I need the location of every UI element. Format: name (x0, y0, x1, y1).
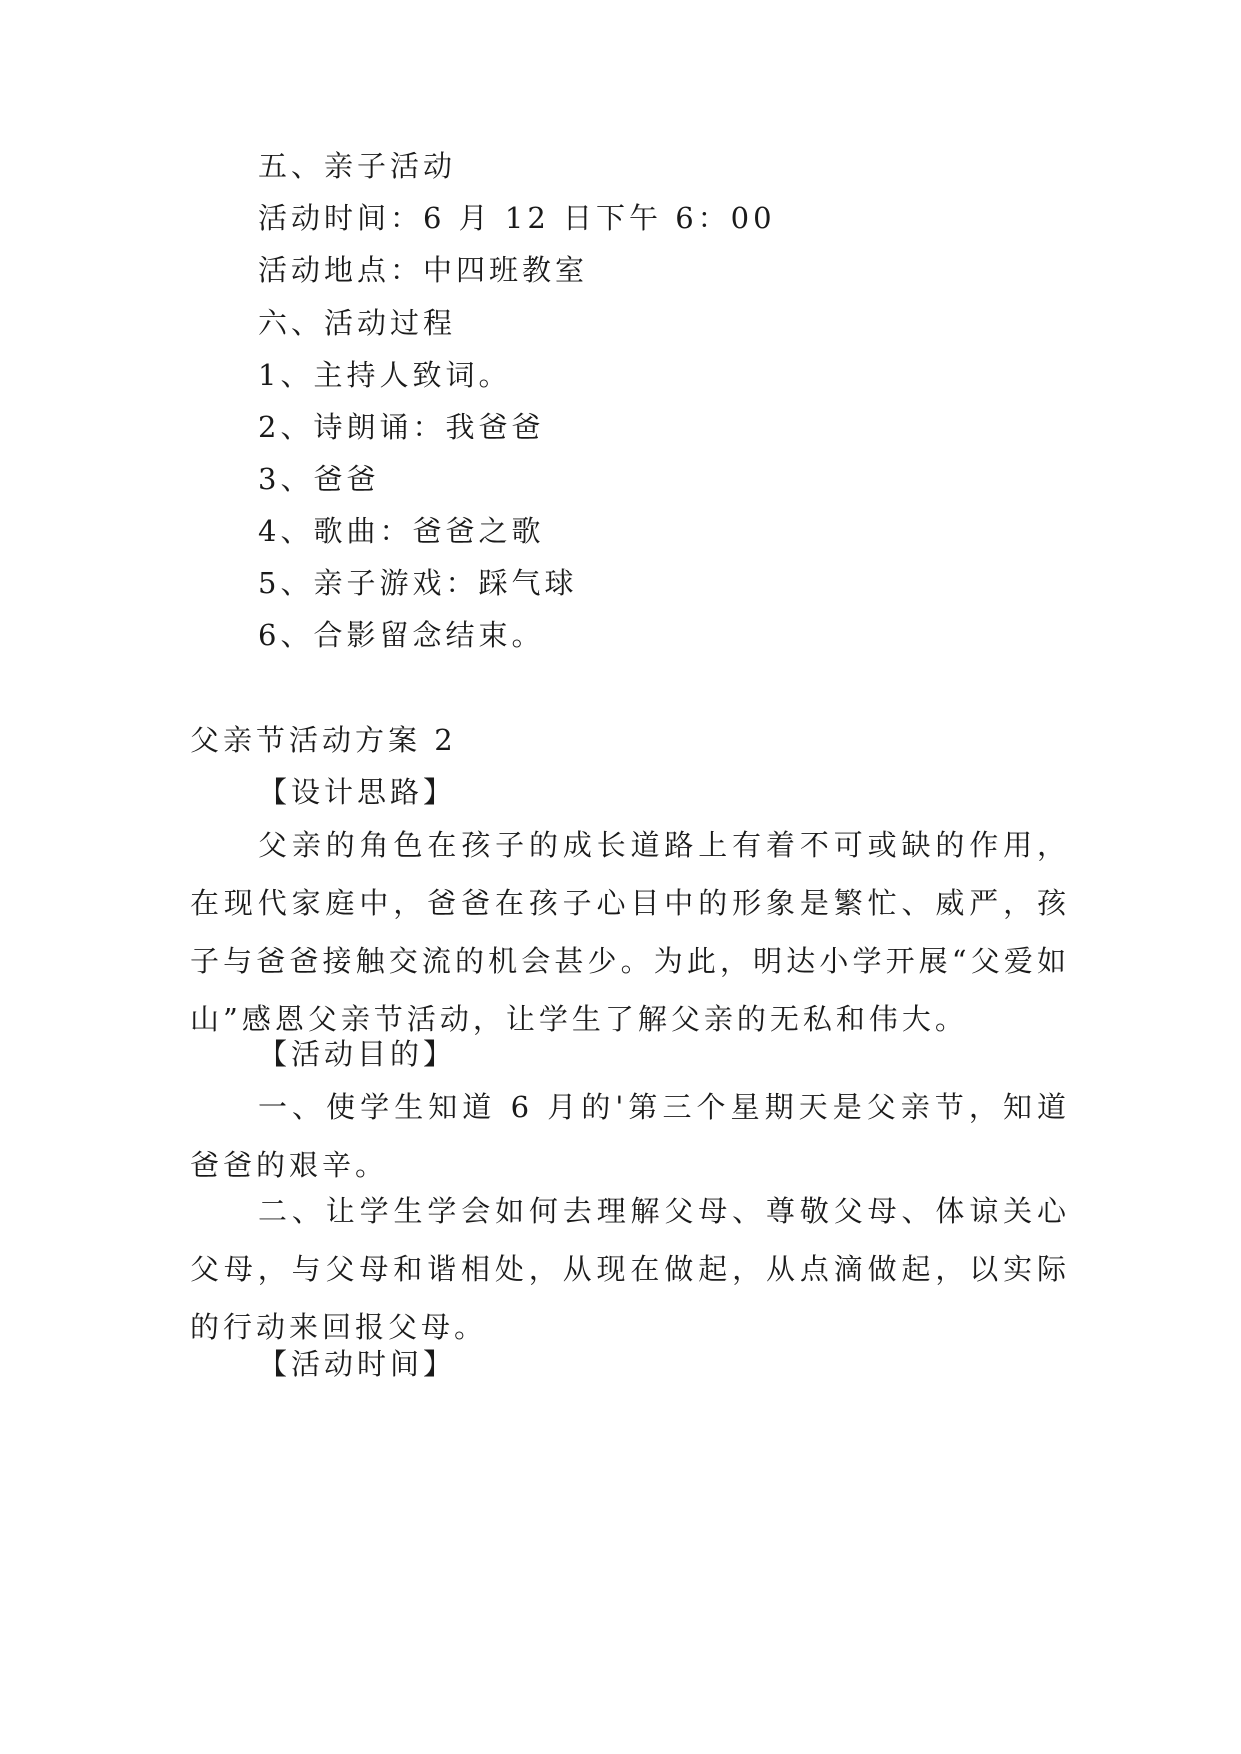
design-paragraph: 父亲的角色在孩子的成长道路上有着不可或缺的作用，在现代家庭中，爸爸在孩子心目中的形象是繁忙、威严，孩子与爸爸接触交流的机会甚少。为此，明达小学开展“父爱如山”感恩父亲节活动，让学生了解父亲的无私和伟大。 (190, 828, 1070, 1036)
purpose-item-one: 一、使学生知道 6 月的'第三个星期天是父亲节，知道爸爸的艰辛。 (190, 1090, 1070, 1182)
process-step: 6、合影留念结束。 (258, 618, 545, 652)
process-step: 3、爸爸 (258, 462, 380, 496)
plan-title: 父亲节活动方案 2 (190, 723, 457, 757)
activity-time: 活动时间：6 月 12 日下午 6：00 (258, 201, 776, 235)
process-step: 5、亲子游戏：踩气球 (258, 566, 578, 600)
process-step: 4、歌曲：爸爸之歌 (258, 514, 545, 548)
activity-place: 活动地点：中四班教室 (258, 253, 589, 287)
time-heading: 【活动时间】 (258, 1347, 457, 1381)
process-step: 2、诗朗诵：我爸爸 (258, 410, 545, 444)
process-step: 1、主持人致词。 (258, 358, 512, 392)
purpose-heading: 【活动目的】 (258, 1037, 457, 1071)
section-five-heading: 五、亲子活动 (258, 149, 457, 183)
purpose-item-two: 二、让学生学会如何去理解父母、尊敬父母、体谅关心父母，与父母和谐相处，从现在做起，从点滴做起，以实际的行动来回报父母。 (190, 1194, 1070, 1344)
section-six-heading: 六、活动过程 (258, 306, 457, 340)
design-heading: 【设计思路】 (258, 775, 457, 809)
